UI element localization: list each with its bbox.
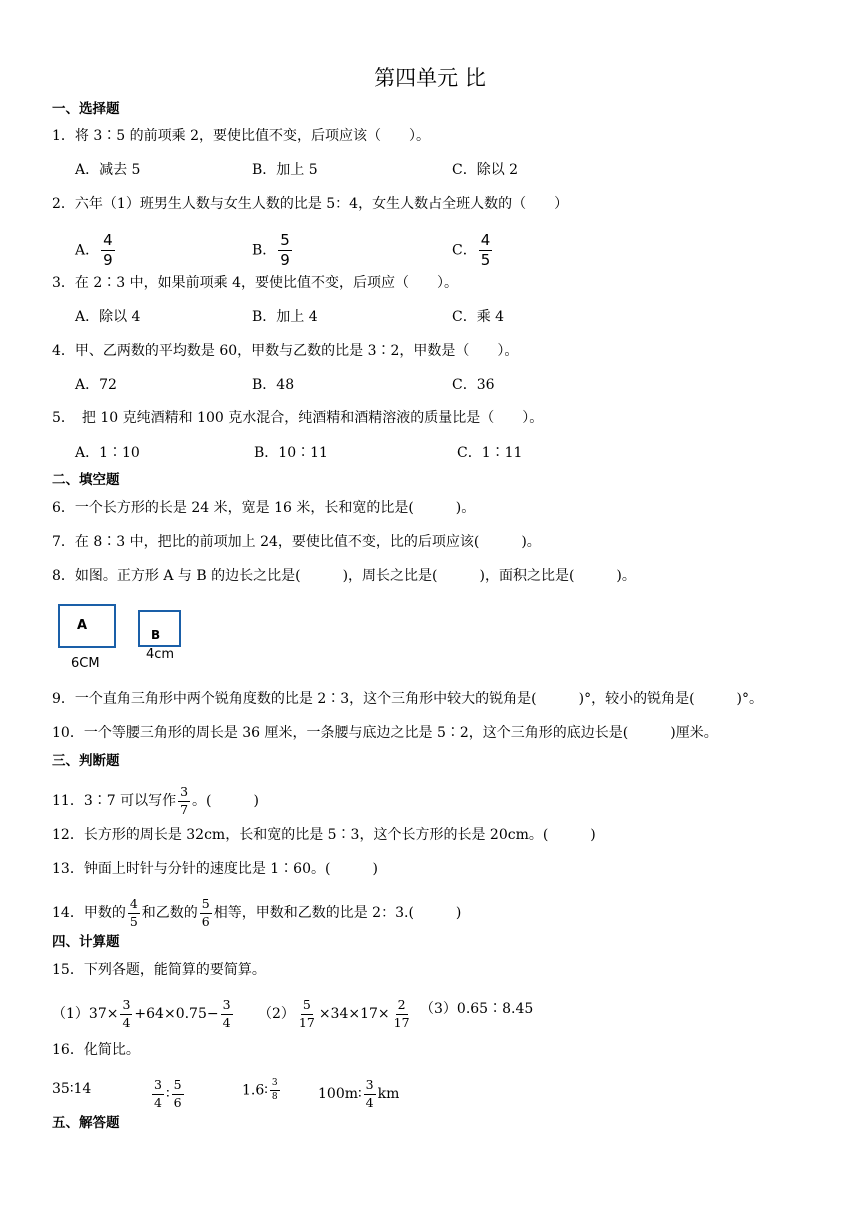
- square-b-side-length: 4cm: [146, 647, 175, 662]
- question-2-option-a: [75, 233, 117, 268]
- part-label: （3）: [420, 1001, 457, 1017]
- option-b-label: B．: [252, 242, 277, 259]
- question-3-text: 3．在 2∶3 中，如果前项乘 4，要使比值不变，后项应（ ）。: [52, 275, 458, 291]
- question-15-part-2: [258, 999, 414, 1029]
- question-16-expr-2: [150, 1079, 186, 1109]
- expression-text: 0.65∶8.45: [456, 1001, 534, 1017]
- section-heading-true-false: 三、判断题: [52, 753, 120, 769]
- fraction-denominator: 8: [271, 1092, 278, 1102]
- square-a-label: A: [77, 618, 88, 633]
- fraction-denominator: 17: [393, 1014, 410, 1030]
- question-5-option-a: A．1∶10: [75, 445, 140, 461]
- fraction-3-4: [152, 1079, 164, 1109]
- fraction-numerator: 5: [172, 1079, 184, 1095]
- page-title: 第四单元 比: [374, 66, 486, 90]
- fraction-numerator: 2: [396, 999, 408, 1015]
- question-16-expr-3: [242, 1079, 282, 1102]
- question-2-text: 2．六年（1）班男生人数与女生人数的比是 5：4，女生人数占全班人数的（ ）: [52, 196, 569, 212]
- fraction-denominator: 6: [173, 1094, 182, 1110]
- question-6-text: 6．一个长方形的长是 24 米，宽是 16 米，长和宽的比是( )。: [52, 500, 476, 516]
- fraction-numerator: 4: [128, 898, 140, 914]
- part-label: （1）: [52, 1006, 89, 1022]
- fraction-denominator: 4: [154, 1094, 162, 1110]
- option-c-label: C．: [452, 242, 477, 259]
- question-9-text: 9．一个直角三角形中两个锐角度数的比是 2∶3，这个三角形中较大的锐角是( )°，较小的锐角是( )°。: [52, 691, 764, 707]
- fraction-numerator: 3: [178, 786, 190, 802]
- unit-text: km: [377, 1086, 400, 1102]
- question-1-option-c: C．除以 2: [452, 162, 519, 178]
- expression-text: 37×: [88, 1006, 119, 1022]
- section-heading-word-problems: 五、解答题: [52, 1115, 120, 1131]
- fraction-denominator: 9: [103, 251, 113, 269]
- fraction-5-17: [297, 999, 317, 1029]
- fraction-numerator: 3: [120, 999, 132, 1015]
- question-15-part-3: [420, 999, 533, 1019]
- square-b-label: B: [151, 628, 161, 642]
- question-14-text: [52, 898, 461, 928]
- question-4-option-a: A．72: [75, 377, 117, 393]
- question-15-part-1: [52, 999, 235, 1029]
- fraction-numerator: 5: [280, 231, 290, 249]
- question-1-text: 1．将 3∶5 的前项乘 2，要使比值不变，后项应该（ ）。: [52, 128, 430, 144]
- question-16-text: 16．化简比。: [52, 1042, 140, 1058]
- fraction-3-7: [178, 786, 190, 816]
- ratio-sign: ∶: [165, 1086, 170, 1102]
- question-16-expr-1: 35∶14: [52, 1081, 92, 1097]
- question-4-option-b: B．48: [252, 377, 295, 393]
- fraction-numerator: 3: [221, 999, 233, 1015]
- question-4-text: 4．甲、乙两数的平均数是 60，甲数与乙数的比是 3∶2，甲数是（ ）。: [52, 343, 519, 359]
- fraction-numerator: 4: [480, 231, 491, 249]
- question-15-text: 15．下列各题，能简算的要简算。: [52, 962, 266, 978]
- fraction-numerator: 3: [152, 1079, 164, 1095]
- question-4-option-c: C．36: [452, 377, 495, 393]
- fraction-4-5: [128, 898, 140, 928]
- question-11-prefix: 11．3∶7 可以写作: [52, 793, 177, 809]
- fraction-3-4: [120, 999, 132, 1029]
- question-11-suffix: 。( ): [192, 793, 259, 809]
- square-a-side-length: 6CM: [71, 656, 100, 671]
- section-heading-choice: 一、选择题: [52, 101, 120, 117]
- option-a-label: A．: [75, 242, 100, 259]
- question-8-text: 8．如图。正方形 A 与 B 的边长之比是( )，周长之比是( )，面积之比是( )。: [52, 568, 636, 584]
- fraction-denominator: 6: [201, 913, 210, 929]
- fraction-3-8: [270, 1079, 280, 1102]
- fraction-3-4: [364, 1079, 376, 1109]
- question-16-expr-4: [318, 1079, 399, 1109]
- question-3-option-b: B．加上 4: [252, 309, 318, 325]
- fraction-4-9: [101, 233, 115, 268]
- question-13-text: 13．钟面上时针与分针的速度比是 1∶60。( ): [52, 861, 378, 877]
- expression-text: +64×0.75−: [134, 1006, 219, 1022]
- question-1-option-a: A．减去 5: [75, 162, 141, 178]
- fraction-numerator: 4: [103, 231, 113, 249]
- question-14-prefix: 14．甲数的: [52, 905, 126, 921]
- question-5-option-c: C．1∶11: [457, 445, 523, 461]
- question-2-option-c: [452, 233, 494, 268]
- section-heading-calculation: 四、计算题: [52, 934, 120, 950]
- fraction-numerator: 5: [200, 898, 212, 914]
- fraction-4-5: [479, 233, 493, 268]
- fraction-2-17: [392, 999, 412, 1029]
- fraction-denominator: 9: [280, 251, 290, 269]
- fraction-numerator: 5: [301, 999, 313, 1015]
- question-3-option-c: C．乘 4: [452, 309, 505, 325]
- fraction-denominator: 5: [480, 251, 491, 269]
- question-10-text: 10．一个等腰三角形的周长是 36 厘米，一条腰与底边之比是 5∶2，这个三角形的底边长是( )厘米。: [52, 725, 718, 741]
- question-11-text: [52, 786, 259, 816]
- expression-text: 1.6∶: [242, 1082, 268, 1099]
- fraction-5-6: [200, 898, 212, 928]
- fraction-denominator: 4: [365, 1094, 374, 1110]
- section-heading-fill-blank: 二、填空题: [52, 472, 120, 488]
- fraction-3-4: [221, 999, 233, 1029]
- fraction-5-6: [172, 1079, 184, 1109]
- question-5-text: 5． 把 10 克纯酒精和 100 克水混合，纯酒精和酒精溶液的质量比是（ ）。: [52, 410, 544, 426]
- question-14-suffix: 相等，甲数和乙数的比是 2：3.( ): [213, 905, 462, 921]
- fraction-denominator: 5: [129, 913, 138, 929]
- fraction-denominator: 7: [180, 801, 189, 817]
- part-label: （2）: [258, 1006, 295, 1022]
- fraction-denominator: 17: [298, 1014, 315, 1030]
- question-7-text: 7．在 8∶3 中，把比的前项加上 24，要使比值不变，比的后项应该( )。: [52, 534, 541, 550]
- expression-text: ×34×17×: [318, 1006, 390, 1022]
- expression-text: 100m∶: [318, 1086, 362, 1102]
- question-3-option-a: A．除以 4: [75, 309, 141, 325]
- question-1-option-b: B．加上 5: [252, 162, 318, 178]
- question-2-option-b: [252, 233, 294, 268]
- question-12-text: 12．长方形的周长是 32cm，长和宽的比是 5∶3，这个长方形的长是 20cm。( ): [52, 827, 596, 843]
- fraction-numerator: 3: [270, 1079, 280, 1091]
- fraction-denominator: 4: [222, 1014, 231, 1030]
- question-14-middle: 和乙数的: [141, 905, 198, 921]
- fraction-denominator: 4: [122, 1014, 131, 1030]
- fraction-numerator: 3: [364, 1079, 376, 1095]
- fraction-5-9: [278, 233, 292, 268]
- question-5-option-b: B．10∶11: [254, 445, 328, 461]
